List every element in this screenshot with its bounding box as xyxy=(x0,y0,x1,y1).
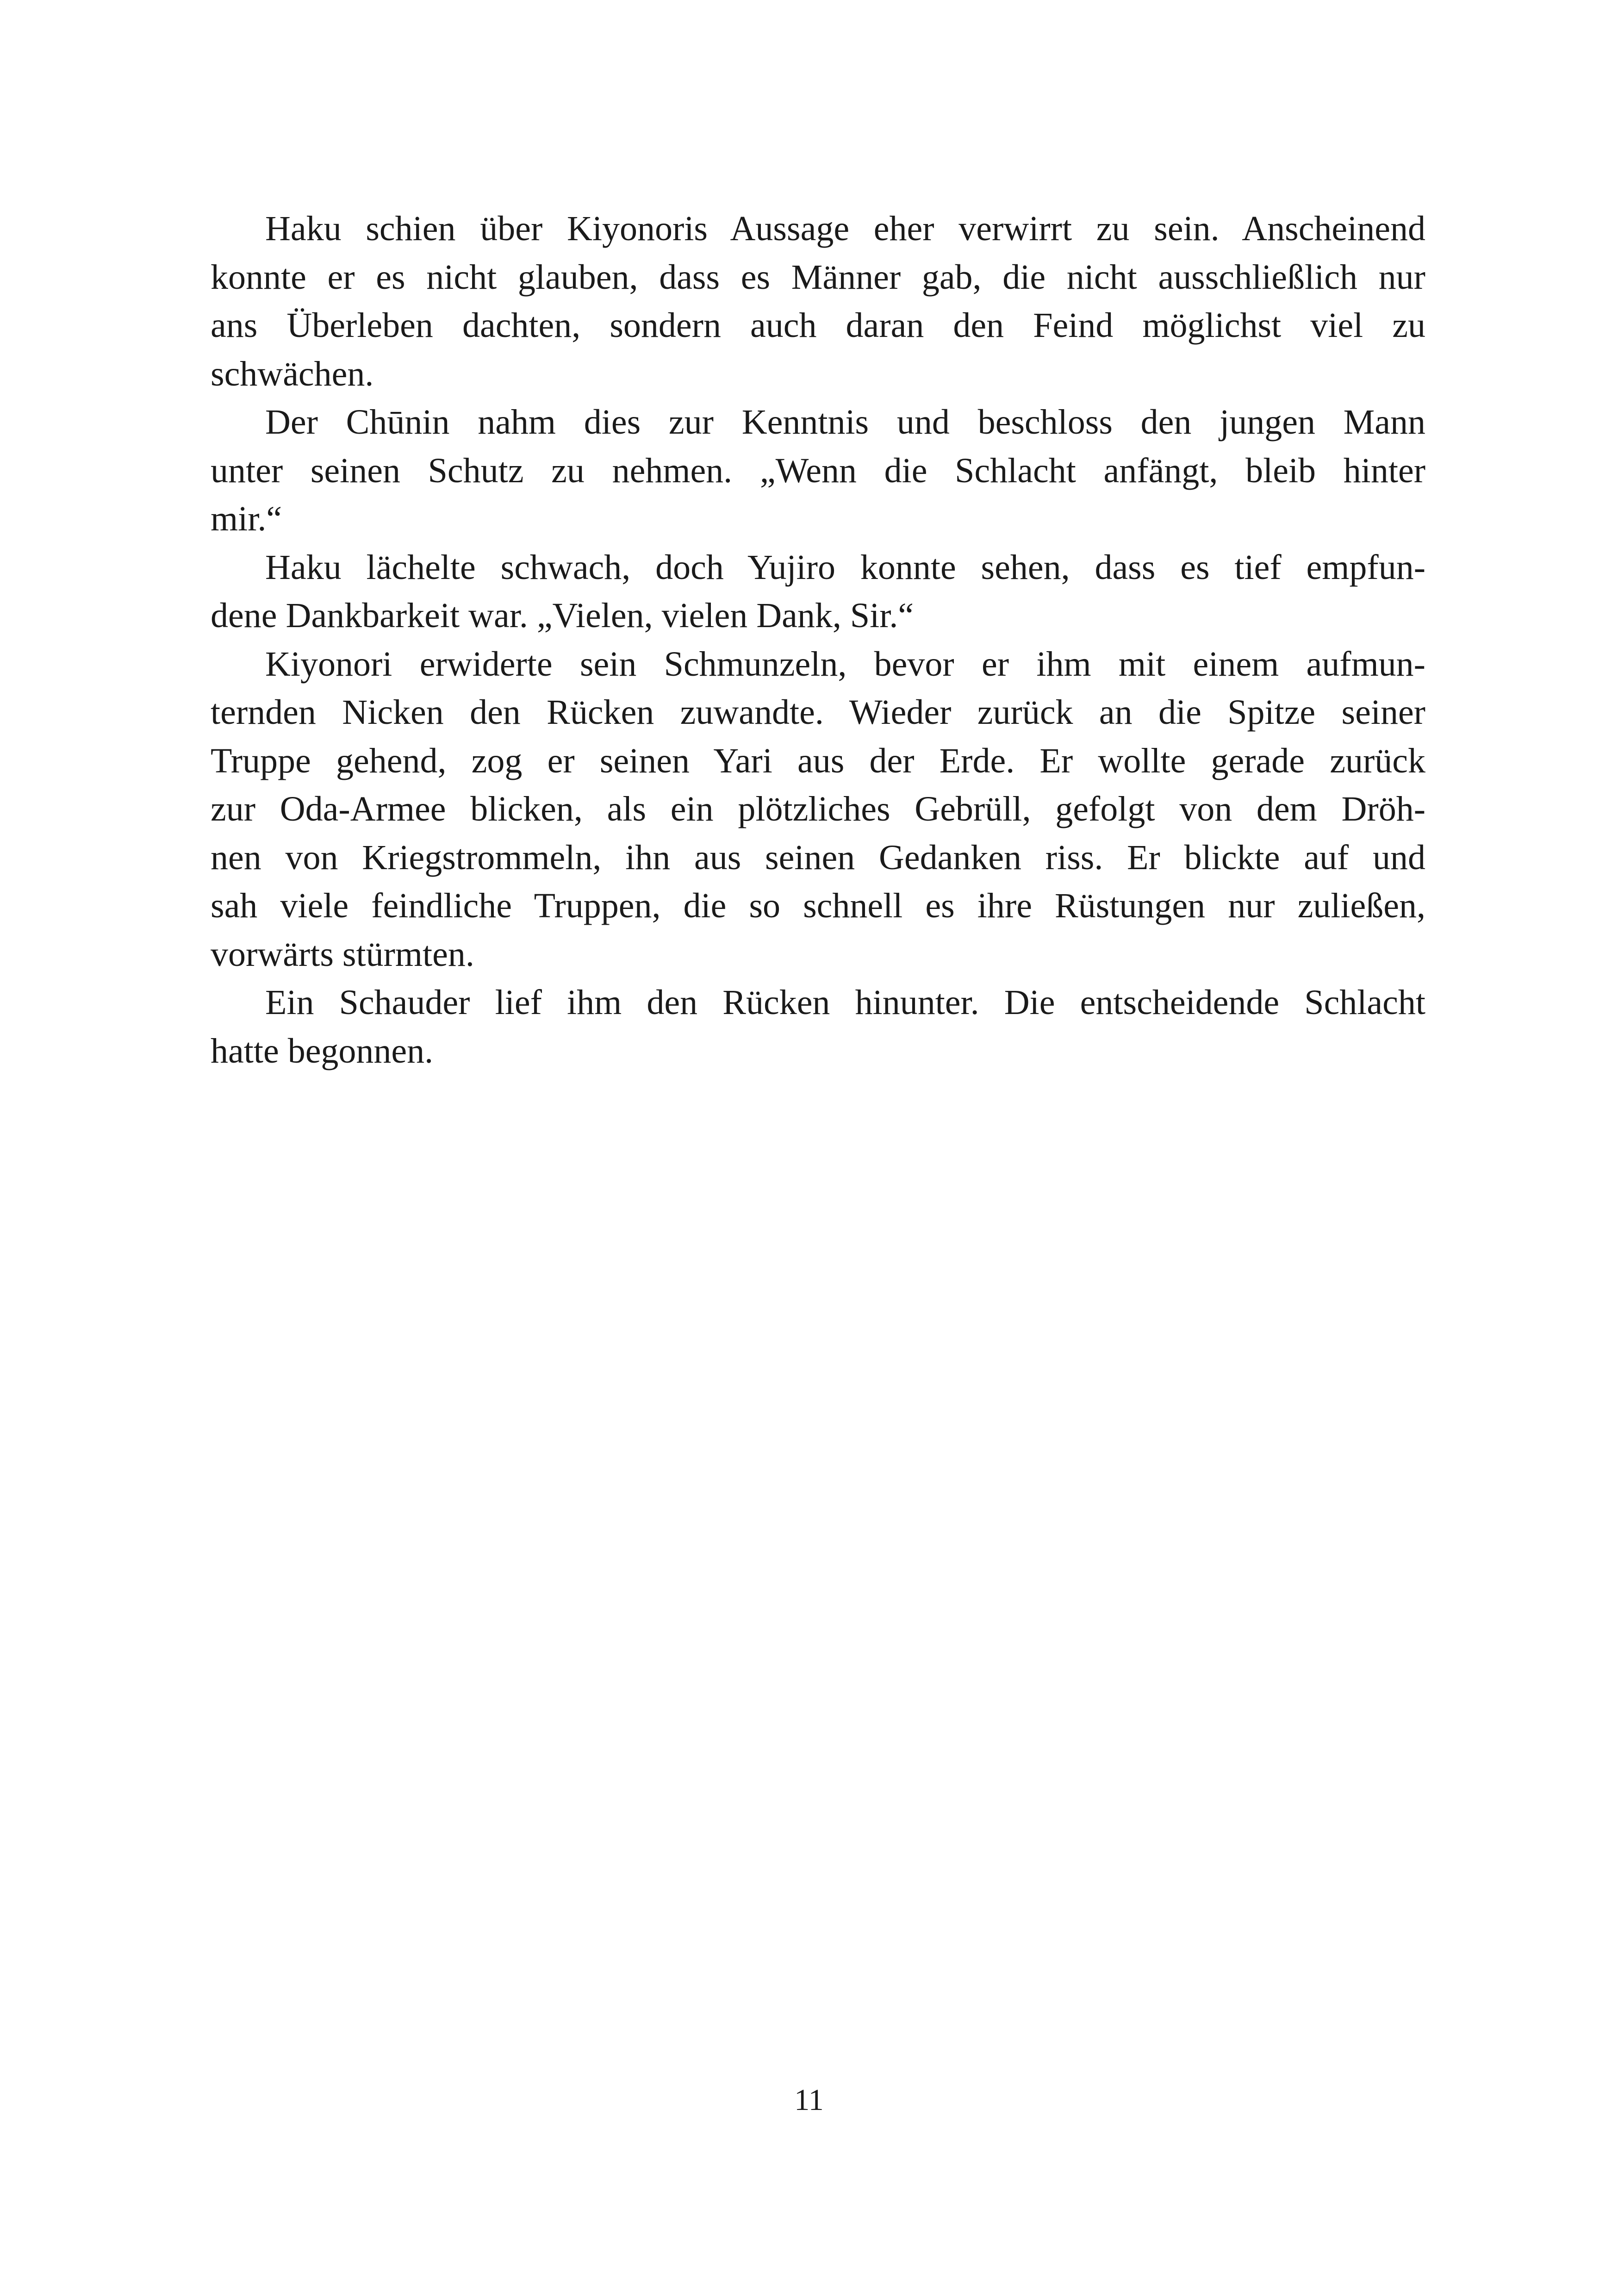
paragraph-2 xyxy=(211,398,1425,543)
text-line: sah viele feindliche Truppen, die so schnell es ihre Rüstungen nur zuließen, xyxy=(211,886,1425,925)
text-line: Kiyonori erwiderte sein Schmunzeln, bevor er ihm mit einem aufmun- xyxy=(265,644,1425,684)
text-line: schwächen. xyxy=(211,354,374,393)
text-line: ternden Nicken den Rücken zuwandte. Wieder zurück an die Spitze seiner xyxy=(211,693,1425,732)
text-line: dene Dankbarkeit war. „Vielen, vielen Dank, Sir.“ xyxy=(211,596,914,635)
paragraph-3 xyxy=(211,543,1425,640)
text-line: Ein Schauder lief ihm den Rücken hinunter. Die entscheidende Schlacht xyxy=(265,983,1425,1022)
paragraph-1 xyxy=(211,205,1425,398)
page-number: 11 xyxy=(794,2083,824,2117)
body-text xyxy=(211,205,1425,1075)
text-line: unter seinen Schutz zu nehmen. „Wenn die Schlacht anfängt, bleib hinter xyxy=(211,451,1425,490)
text-line: hatte begonnen. xyxy=(211,1031,434,1070)
text-line: konnte er es nicht glauben, dass es Männer gab, die nicht ausschließlich nur xyxy=(211,257,1425,297)
text-line: nen von Kriegstrommeln, ihn aus seinen Gedanken riss. Er blickte auf und xyxy=(211,838,1425,877)
text-line: ans Überleben dachten, sondern auch daran den Feind möglichst viel zu xyxy=(211,306,1425,345)
paragraph-5 xyxy=(211,978,1425,1075)
text-line: zur Oda-Armee blicken, als ein plötzliches Gebrüll, gefolgt von dem Dröh- xyxy=(211,790,1425,828)
text-line: Haku lächelte schwach, doch Yujiro konnte sehen, dass es tief empfun- xyxy=(265,548,1425,587)
text-line: Haku schien über Kiyonoris Aussage eher verwirrt zu sein. Anscheinend xyxy=(265,209,1425,248)
text-line: mir.“ xyxy=(211,499,282,538)
paragraph-4 xyxy=(211,640,1425,979)
text-line: vorwärts stürmten. xyxy=(211,934,474,974)
text-line: Truppe gehend, zog er seinen Yari aus der Erde. Er wollte gerade zurück xyxy=(211,741,1425,780)
text-line: Der Chūnin nahm dies zur Kenntnis und beschloss den jungen Mann xyxy=(265,403,1425,442)
